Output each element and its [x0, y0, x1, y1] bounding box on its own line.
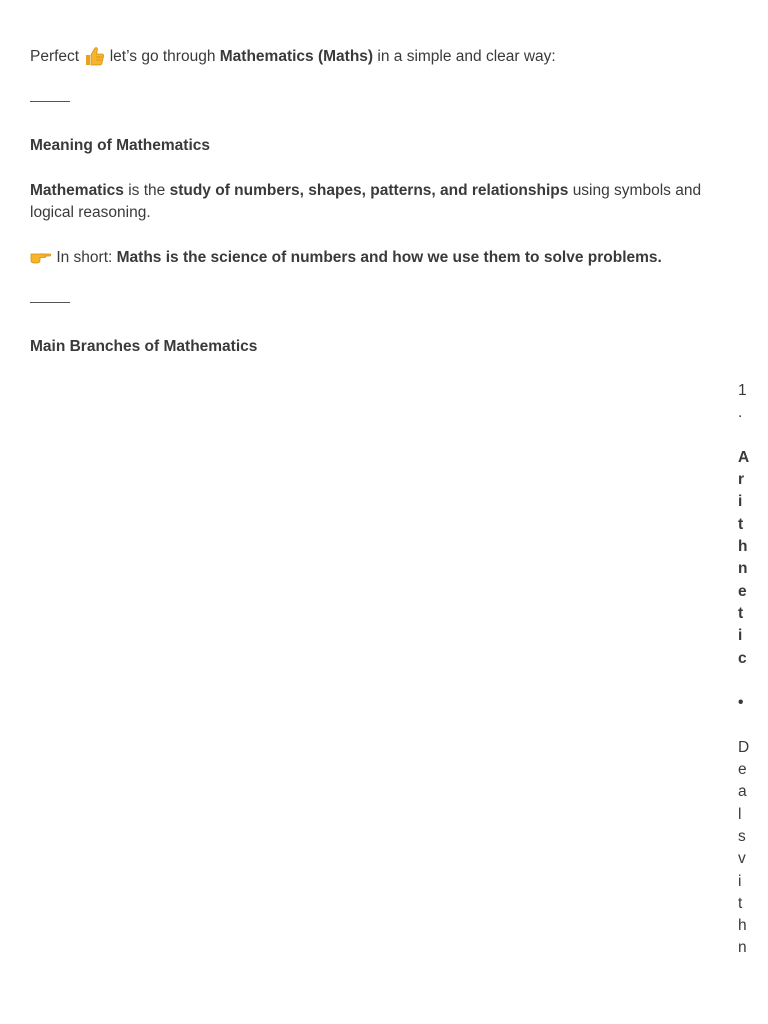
branch-letter: r — [738, 471, 745, 489]
divider-1 — [30, 101, 70, 102]
branch-letter: n — [738, 560, 748, 578]
intro-line — [30, 46, 744, 68]
in-short-label: In short: — [56, 249, 113, 266]
branch-desc-letter: l — [738, 805, 742, 823]
meaning-bold-term: Mathematics — [30, 182, 124, 199]
intro-bold-subject: Mathematics (Maths) — [219, 48, 374, 65]
branch-desc-letter: h — [738, 917, 747, 935]
branch-desc-letter: D — [738, 738, 750, 756]
in-short-line — [30, 247, 744, 269]
pointing-hand-icon — [30, 247, 52, 265]
branch-letter: i — [738, 627, 743, 645]
branch-letter: c — [738, 649, 747, 667]
meaning-paragraph — [30, 180, 744, 224]
in-short-bold: Maths is the science of numbers and how we use them to solve problems. — [116, 249, 662, 266]
meaning-text-2: using symbols and logical reasoning. — [30, 182, 702, 221]
intro-middle: let’s go through — [109, 48, 216, 65]
intro-after: in a simple and clear way: — [377, 48, 556, 65]
meaning-text-1: is the — [128, 182, 166, 199]
branch-number: 1 — [738, 382, 747, 399]
branch-number-dot: . — [738, 404, 743, 422]
branch-bullet: • — [738, 694, 744, 712]
section-heading-branches: Main Branches of Mathematics — [30, 338, 258, 355]
branch-desc-letter: a — [738, 783, 747, 801]
branch-letter: h — [738, 538, 748, 556]
divider-2 — [30, 302, 70, 303]
branch-letter: e — [738, 582, 747, 600]
thumbs-up-icon — [83, 46, 105, 64]
branch-letter: t — [738, 515, 744, 533]
branch-letter: t — [738, 604, 744, 622]
section-heading-meaning: Meaning of Mathematics — [30, 137, 210, 154]
clipped-branch-column — [738, 380, 750, 960]
meaning-bold-definition: study of numbers, shapes, patterns, and relationships — [169, 182, 569, 199]
intro-before: Perfect — [30, 48, 80, 65]
branch-desc-letter: s — [738, 827, 746, 845]
branch-desc-letter: n — [738, 939, 747, 957]
branch-desc-letter: t — [738, 894, 743, 912]
branch-desc-letter: v — [738, 850, 746, 868]
branch-desc-letter: i — [738, 872, 742, 890]
branch-letter: i — [738, 493, 743, 511]
branch-desc-letter: e — [738, 761, 747, 779]
branch-letter: A — [738, 448, 750, 466]
